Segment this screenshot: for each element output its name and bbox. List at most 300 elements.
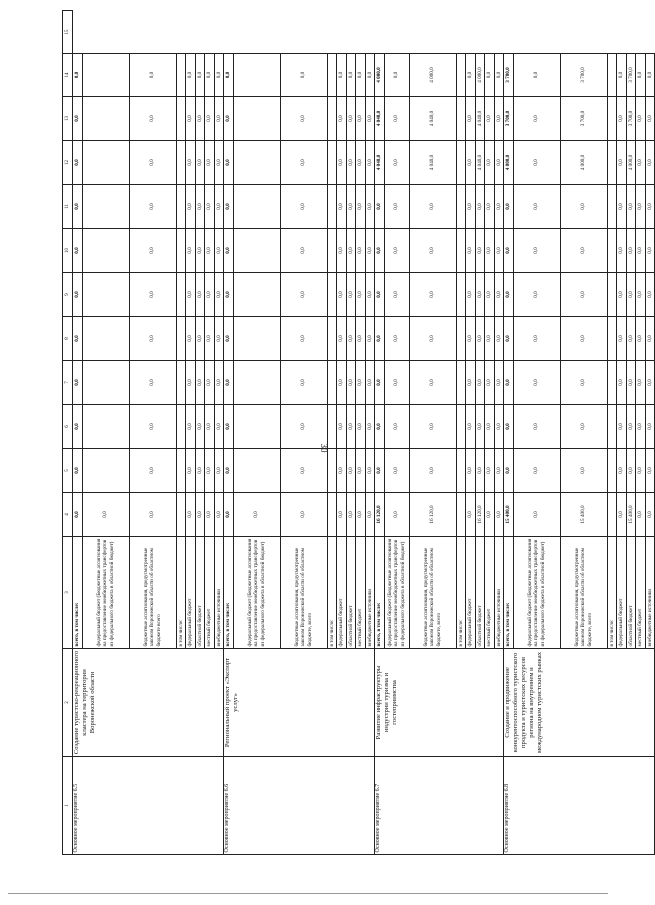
- value-cell: [176, 141, 186, 185]
- value-cell: 0,0: [224, 141, 234, 185]
- value-cell: 0,0: [129, 449, 176, 493]
- funding-source: бюджетные ассигнования, предусмотренные законом Воронежской области об областном бюджете, всего: [280, 537, 327, 649]
- value-cell: 0,0: [280, 405, 327, 449]
- value-cell: 0,0: [475, 449, 485, 493]
- value-cell: [176, 449, 186, 493]
- value-cell: 4 040,0: [375, 97, 385, 141]
- table-row: [224, 11, 234, 855]
- value-cell: 0,0: [365, 229, 375, 273]
- value-cell: [456, 317, 466, 361]
- value-cell: 0,0: [466, 405, 476, 449]
- value-cell: 0,0: [617, 141, 627, 185]
- value-cell: [607, 405, 617, 449]
- funding-source: федеральный бюджет: [466, 537, 476, 649]
- value-cell: 0,0: [356, 185, 366, 229]
- value-cell: 0,0: [504, 317, 514, 361]
- value-cell: [456, 185, 466, 229]
- value-cell: 0,0: [73, 54, 83, 97]
- value-cell: 0,0: [337, 185, 347, 229]
- value-cell: 0,0: [129, 493, 176, 537]
- value-cell: 0,0: [466, 141, 476, 185]
- value-cell: 0,0: [186, 493, 196, 537]
- value-cell: 0,0: [186, 229, 196, 273]
- value-cell: 0,0: [504, 449, 514, 493]
- value-cell: 0,0: [214, 229, 224, 273]
- value-cell: 0,0: [129, 185, 176, 229]
- value-cell: 0,0: [485, 317, 495, 361]
- header-cell: 14: [63, 54, 73, 97]
- value-cell: 0,0: [214, 449, 224, 493]
- value-cell: 0,0: [195, 405, 205, 449]
- value-cell: [233, 405, 280, 449]
- value-cell: 0,0: [617, 185, 627, 229]
- value-cell: 0,0: [626, 361, 636, 405]
- value-cell: [327, 229, 337, 273]
- value-cell: 0,0: [356, 54, 366, 97]
- value-cell: 0,0: [214, 185, 224, 229]
- funding-source: местный бюджет: [205, 537, 215, 649]
- value-cell: [327, 317, 337, 361]
- value-cell: 0,0: [214, 317, 224, 361]
- value-cell: 0,0: [337, 449, 347, 493]
- value-cell: 0,0: [224, 97, 234, 141]
- value-cell: [327, 141, 337, 185]
- value-cell: 0,0: [466, 229, 476, 273]
- value-cell: [233, 229, 280, 273]
- value-cell: 4 040,0: [409, 141, 456, 185]
- value-cell: 0,0: [560, 273, 607, 317]
- value-cell: 0,0: [346, 317, 356, 361]
- value-cell: 0,0: [195, 317, 205, 361]
- value-cell: 0,0: [485, 493, 495, 537]
- value-cell: 0,0: [466, 317, 476, 361]
- value-cell: 4 040,0: [475, 97, 485, 141]
- value-cell: 4 000,0: [560, 141, 607, 185]
- value-cell: 0,0: [560, 361, 607, 405]
- funding-source: федеральный бюджет: [186, 537, 196, 649]
- value-cell: 0,0: [494, 405, 504, 449]
- value-cell: [82, 317, 129, 361]
- value-cell: [176, 361, 186, 405]
- value-cell: [82, 229, 129, 273]
- value-cell: 0,0: [346, 97, 356, 141]
- header-cell: 5: [63, 449, 73, 493]
- value-cell: 0,0: [409, 317, 456, 361]
- value-cell: 0,0: [409, 229, 456, 273]
- value-cell: [82, 185, 129, 229]
- value-cell: 0,0: [129, 97, 176, 141]
- value-cell: [176, 493, 186, 537]
- value-cell: 0,0: [73, 273, 83, 317]
- value-cell: 0,0: [280, 141, 327, 185]
- value-cell: 0,0: [186, 185, 196, 229]
- value-cell: [327, 54, 337, 97]
- value-cell: [327, 361, 337, 405]
- value-cell: [233, 141, 280, 185]
- rotated-page-area: [62, 29, 653, 855]
- value-cell: 0,0: [129, 405, 176, 449]
- value-cell: 0,0: [645, 273, 655, 317]
- value-cell: 0,0: [73, 185, 83, 229]
- value-cell: 0,0: [513, 54, 560, 97]
- value-cell: 0,0: [384, 54, 409, 97]
- value-cell: 0,0: [365, 493, 375, 537]
- value-cell: 0,0: [494, 273, 504, 317]
- value-cell: [233, 449, 280, 493]
- value-cell: 0,0: [636, 405, 646, 449]
- value-cell: [233, 273, 280, 317]
- value-cell: 0,0: [466, 273, 476, 317]
- value-cell: 0,0: [409, 449, 456, 493]
- value-cell: [456, 273, 466, 317]
- funding-source: всего, в том числе:: [73, 537, 83, 649]
- value-cell: [456, 449, 466, 493]
- value-cell: 0,0: [645, 317, 655, 361]
- table-row: [375, 11, 385, 855]
- funding-source: внебюджетные источники: [494, 537, 504, 649]
- value-cell: 0,0: [645, 493, 655, 537]
- value-cell: [607, 54, 617, 97]
- funding-source: областной бюджет: [346, 537, 356, 649]
- value-cell: 0,0: [73, 405, 83, 449]
- value-cell: 0,0: [280, 54, 327, 97]
- header-cell: 7: [63, 361, 73, 405]
- value-cell: 0,0: [466, 361, 476, 405]
- value-cell: 0,0: [636, 141, 646, 185]
- value-cell: [607, 317, 617, 361]
- value-cell: 15 400,0: [560, 493, 607, 537]
- value-cell: 0,0: [636, 361, 646, 405]
- value-cell: 0,0: [346, 141, 356, 185]
- table-row: [504, 11, 514, 855]
- value-cell: 0,0: [195, 361, 205, 405]
- value-cell: [176, 97, 186, 141]
- value-cell: 0,0: [636, 54, 646, 97]
- funding-source: областной бюджет: [195, 537, 205, 649]
- value-cell: [456, 405, 466, 449]
- value-cell: 0,0: [617, 97, 627, 141]
- header-cell: 15: [63, 11, 73, 54]
- value-cell: 0,0: [129, 273, 176, 317]
- value-cell: 0,0: [356, 229, 366, 273]
- value-cell: 16 120,0: [375, 493, 385, 537]
- value-cell: 0,0: [384, 317, 409, 361]
- value-cell: 0,0: [186, 97, 196, 141]
- value-cell: 0,0: [365, 141, 375, 185]
- value-cell: [607, 141, 617, 185]
- value-cell: 0,0: [636, 229, 646, 273]
- value-cell: 0,0: [365, 273, 375, 317]
- value-cell: 0,0: [513, 405, 560, 449]
- funding-source: федеральный бюджет: [617, 537, 627, 649]
- value-cell: 0,0: [636, 273, 646, 317]
- header-cell: 6: [63, 405, 73, 449]
- value-cell: 0,0: [384, 273, 409, 317]
- funding-source: федеральный бюджет (Бюджетные ассигнования на предоставление межбюджетных трансфертов из федерального бюджета в областной бюджет): [384, 537, 409, 649]
- value-cell: 0,0: [195, 54, 205, 97]
- value-cell: 0,0: [409, 405, 456, 449]
- activity-number: Основное мероприятие 6.5: [73, 757, 224, 855]
- value-cell: 0,0: [560, 449, 607, 493]
- value-cell: 0,0: [466, 97, 476, 141]
- value-cell: 0,0: [513, 317, 560, 361]
- value-cell: 0,0: [73, 317, 83, 361]
- bottom-rule: [8, 893, 608, 894]
- value-cell: [456, 54, 466, 97]
- value-cell: 0,0: [337, 493, 347, 537]
- value-cell: 0,0: [636, 97, 646, 141]
- value-cell: 0,0: [337, 54, 347, 97]
- funding-source: внебюджетные источники: [365, 537, 375, 649]
- value-cell: 0,0: [626, 273, 636, 317]
- value-cell: 0,0: [337, 317, 347, 361]
- value-cell: 0,0: [513, 449, 560, 493]
- value-cell: 16 120,0: [409, 493, 456, 537]
- value-cell: 0,0: [384, 449, 409, 493]
- value-cell: [176, 273, 186, 317]
- value-cell: 0,0: [214, 97, 224, 141]
- value-cell: 0,0: [494, 317, 504, 361]
- value-cell: [607, 361, 617, 405]
- value-cell: 0,0: [337, 361, 347, 405]
- value-cell: 0,0: [375, 185, 385, 229]
- value-cell: 0,0: [356, 493, 366, 537]
- value-cell: [176, 405, 186, 449]
- value-cell: 0,0: [337, 141, 347, 185]
- value-cell: 0,0: [205, 449, 215, 493]
- value-cell: 0,0: [560, 405, 607, 449]
- value-cell: 0,0: [485, 361, 495, 405]
- value-cell: 0,0: [205, 405, 215, 449]
- budget-table: [62, 10, 655, 855]
- value-cell: 0,0: [513, 97, 560, 141]
- header-cell: 2: [63, 649, 73, 757]
- value-cell: 0,0: [224, 54, 234, 97]
- value-cell: 0,0: [494, 185, 504, 229]
- value-cell: 4 040,0: [409, 97, 456, 141]
- value-cell: 0,0: [280, 229, 327, 273]
- value-cell: 0,0: [205, 317, 215, 361]
- value-cell: [176, 185, 186, 229]
- value-cell: [327, 493, 337, 537]
- value-cell: 4 000,0: [409, 54, 456, 97]
- activity-name: Создание туристско-рекреационного кластера на территории Воронежской области: [73, 649, 224, 757]
- value-cell: 0,0: [337, 97, 347, 141]
- value-cell: 0,0: [485, 405, 495, 449]
- value-cell: 0,0: [475, 361, 485, 405]
- value-cell: 0,0: [384, 97, 409, 141]
- value-cell: 0,0: [645, 405, 655, 449]
- header-row: [63, 11, 73, 855]
- funding-source: местный бюджет: [485, 537, 495, 649]
- value-cell: 0,0: [494, 361, 504, 405]
- value-cell: 0,0: [356, 141, 366, 185]
- value-cell: 0,0: [466, 54, 476, 97]
- value-cell: 0,0: [485, 97, 495, 141]
- budget-table-body: [63, 11, 655, 855]
- value-cell: 0,0: [475, 273, 485, 317]
- funding-source: федеральный бюджет (Бюджетные ассигнования на предоставление межбюджетных трансфертов из федерального бюджета в областной бюджет): [513, 537, 560, 649]
- table-row: [73, 11, 83, 855]
- funding-source: федеральный бюджет (Бюджетные ассигнования на предоставление межбюджетных трансфертов из федерального бюджета в областной бюджет): [82, 537, 129, 649]
- value-cell: 0,0: [384, 493, 409, 537]
- value-cell: 0,0: [375, 449, 385, 493]
- value-cell: 0,0: [214, 54, 224, 97]
- value-cell: 0,0: [466, 493, 476, 537]
- value-cell: 0,0: [346, 449, 356, 493]
- value-cell: [456, 361, 466, 405]
- value-cell: [82, 54, 129, 97]
- funding-source: всего, в том числе:: [224, 537, 234, 649]
- value-cell: 4 000,0: [504, 141, 514, 185]
- value-cell: 0,0: [504, 185, 514, 229]
- value-cell: 0,0: [82, 493, 129, 537]
- value-cell: 0,0: [186, 449, 196, 493]
- value-cell: 0,0: [365, 361, 375, 405]
- value-cell: 0,0: [186, 405, 196, 449]
- value-cell: [233, 317, 280, 361]
- value-cell: 0,0: [205, 273, 215, 317]
- value-cell: 0,0: [337, 273, 347, 317]
- value-cell: 0,0: [560, 185, 607, 229]
- value-cell: 0,0: [224, 273, 234, 317]
- value-cell: [82, 361, 129, 405]
- value-cell: 3 700,0: [626, 97, 636, 141]
- value-cell: 0,0: [560, 229, 607, 273]
- value-cell: 0,0: [346, 273, 356, 317]
- value-cell: 0,0: [365, 405, 375, 449]
- value-cell: 15 400,0: [626, 493, 636, 537]
- value-cell: [327, 185, 337, 229]
- value-cell: 0,0: [73, 493, 83, 537]
- funding-source: всего, в том числе:: [375, 537, 385, 649]
- value-cell: 0,0: [485, 141, 495, 185]
- value-cell: 0,0: [645, 361, 655, 405]
- value-cell: 0,0: [129, 361, 176, 405]
- value-cell: 0,0: [626, 185, 636, 229]
- value-cell: 3 700,0: [504, 97, 514, 141]
- funding-source: местный бюджет: [356, 537, 366, 649]
- value-cell: 0,0: [485, 229, 495, 273]
- value-cell: 0,0: [409, 273, 456, 317]
- value-cell: 0,0: [224, 405, 234, 449]
- value-cell: [327, 449, 337, 493]
- value-cell: 0,0: [504, 405, 514, 449]
- value-cell: 0,0: [224, 361, 234, 405]
- value-cell: 0,0: [365, 54, 375, 97]
- funding-source: в том числе:: [176, 537, 186, 649]
- value-cell: 0,0: [365, 185, 375, 229]
- value-cell: 0,0: [626, 317, 636, 361]
- value-cell: 0,0: [513, 229, 560, 273]
- value-cell: [456, 97, 466, 141]
- value-cell: 0,0: [409, 185, 456, 229]
- value-cell: 0,0: [645, 97, 655, 141]
- value-cell: 0,0: [205, 54, 215, 97]
- value-cell: 4 040,0: [375, 141, 385, 185]
- value-cell: [233, 97, 280, 141]
- value-cell: 0,0: [205, 141, 215, 185]
- value-cell: 0,0: [205, 493, 215, 537]
- value-cell: 0,0: [73, 229, 83, 273]
- value-cell: 0,0: [186, 361, 196, 405]
- value-cell: 0,0: [617, 229, 627, 273]
- activity-number: Основное мероприятие 6.6: [224, 757, 375, 855]
- funding-source: внебюджетные источники: [645, 537, 655, 649]
- value-cell: 0,0: [375, 361, 385, 405]
- funding-source: в том числе:: [456, 537, 466, 649]
- value-cell: 0,0: [205, 229, 215, 273]
- value-cell: 0,0: [485, 449, 495, 493]
- value-cell: 4 000,0: [626, 141, 636, 185]
- value-cell: 0,0: [280, 317, 327, 361]
- value-cell: 0,0: [494, 493, 504, 537]
- funding-source: федеральный бюджет (Бюджетные ассигнования на предоставление межбюджетных трансфертов из федерального бюджета в областной бюджет): [233, 537, 280, 649]
- value-cell: 0,0: [466, 185, 476, 229]
- value-cell: 0,0: [485, 54, 495, 97]
- value-cell: 0,0: [224, 185, 234, 229]
- header-cell: 10: [63, 229, 73, 273]
- value-cell: 0,0: [513, 273, 560, 317]
- value-cell: 0,0: [186, 317, 196, 361]
- value-cell: 4 000,0: [475, 54, 485, 97]
- value-cell: 0,0: [504, 229, 514, 273]
- value-cell: 4 000,0: [375, 54, 385, 97]
- value-cell: 0,0: [356, 97, 366, 141]
- value-cell: 0,0: [346, 54, 356, 97]
- value-cell: 0,0: [617, 449, 627, 493]
- value-cell: 0,0: [195, 141, 205, 185]
- activity-name: Региональный проект «Экспорт услуг»: [224, 649, 375, 757]
- activity-number: Основное мероприятие 6.7: [375, 757, 504, 855]
- value-cell: [456, 229, 466, 273]
- value-cell: 3 700,0: [560, 97, 607, 141]
- value-cell: 0,0: [485, 273, 495, 317]
- value-cell: 0,0: [384, 361, 409, 405]
- value-cell: 0,0: [346, 185, 356, 229]
- value-cell: 0,0: [73, 141, 83, 185]
- value-cell: [607, 273, 617, 317]
- value-cell: 0,0: [186, 54, 196, 97]
- value-cell: 0,0: [186, 273, 196, 317]
- value-cell: 0,0: [375, 273, 385, 317]
- funding-source: бюджетные ассигнования, предусмотренные законом Воронежской области об областном бюджете, всего: [560, 537, 607, 649]
- header-cell: 11: [63, 185, 73, 229]
- value-cell: 0,0: [346, 229, 356, 273]
- value-cell: 0,0: [626, 229, 636, 273]
- value-cell: [607, 185, 617, 229]
- value-cell: 0,0: [475, 405, 485, 449]
- value-cell: [176, 54, 186, 97]
- funding-source: областной бюджет: [626, 537, 636, 649]
- value-cell: 0,0: [617, 273, 627, 317]
- value-cell: 0,0: [384, 185, 409, 229]
- value-cell: 0,0: [375, 229, 385, 273]
- value-cell: 0,0: [617, 361, 627, 405]
- value-cell: [82, 449, 129, 493]
- funding-source: местный бюджет: [636, 537, 646, 649]
- value-cell: 0,0: [195, 449, 205, 493]
- value-cell: 4 040,0: [475, 141, 485, 185]
- value-cell: 0,0: [409, 361, 456, 405]
- value-cell: 0,0: [504, 361, 514, 405]
- value-cell: 0,0: [617, 317, 627, 361]
- value-cell: 0,0: [617, 493, 627, 537]
- value-cell: 0,0: [346, 493, 356, 537]
- value-cell: 0,0: [375, 405, 385, 449]
- value-cell: [607, 229, 617, 273]
- value-cell: 0,0: [375, 317, 385, 361]
